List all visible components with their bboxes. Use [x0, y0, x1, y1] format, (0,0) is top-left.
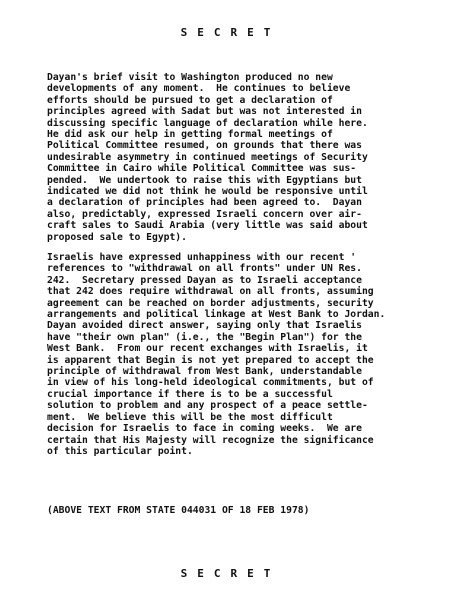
- paragraph-dayan-visit: Dayan's brief visit to Washington produced no new developments of any moment. He continues to believe efforts should be pursued to get a declaration of principles agreed with Sadat but was not interested in discussing specific language of declaration while here. He did ask our help in getting formal meetings of Political Committee resumed, on grounds that there was undesirable asymmetry in continued meetings of Security Committee in Cairo while Political Committee was sus- pended. We undertook to raise this with Egyptians but indicated we did not think he would be responsive until a declaration of principles had been agreed to. Dayan also, predictably, expressed Israeli concern over air- craft sales to Saudi Arabia (very little was said about proposed sale to Egypt).: [47, 72, 368, 243]
- classification-footer: SECRET: [180, 567, 281, 580]
- paragraph-israeli-withdrawal: Israelis have expressed unhappiness with our recent ' references to "withdrawal on all fronts" under UN Res. 242. Secretary pressed Dayan as to Israeli acceptance that 242 does require withdrawal on all fronts, assuming agreement can be reached on border adjustments, security arrangements and political linkage at West Bank to Jordan. Dayan avoided direct answer, saying only that Israelis have "their own plan" (i.e., the "Begin Plan") for the West Bank. From our recent exchanges with Israelis, it is apparent that Begin is not yet prepared to accept the principle of withdrawal from West Bank, understandable in view of his long-held ideological commitments, but of crucial importance if there is to be a successful solution to problem and any prospect of a peace settle- ment. We believe this will be the most difficult decision for Israelis to face in coming weeks. We are certain that His Majesty will recognize the significance of this particular point.: [47, 252, 386, 457]
- source-note: (ABOVE TEXT FROM STATE 044031 OF 18 FEB 1978): [47, 505, 310, 516]
- classification-header: SECRET: [180, 26, 281, 39]
